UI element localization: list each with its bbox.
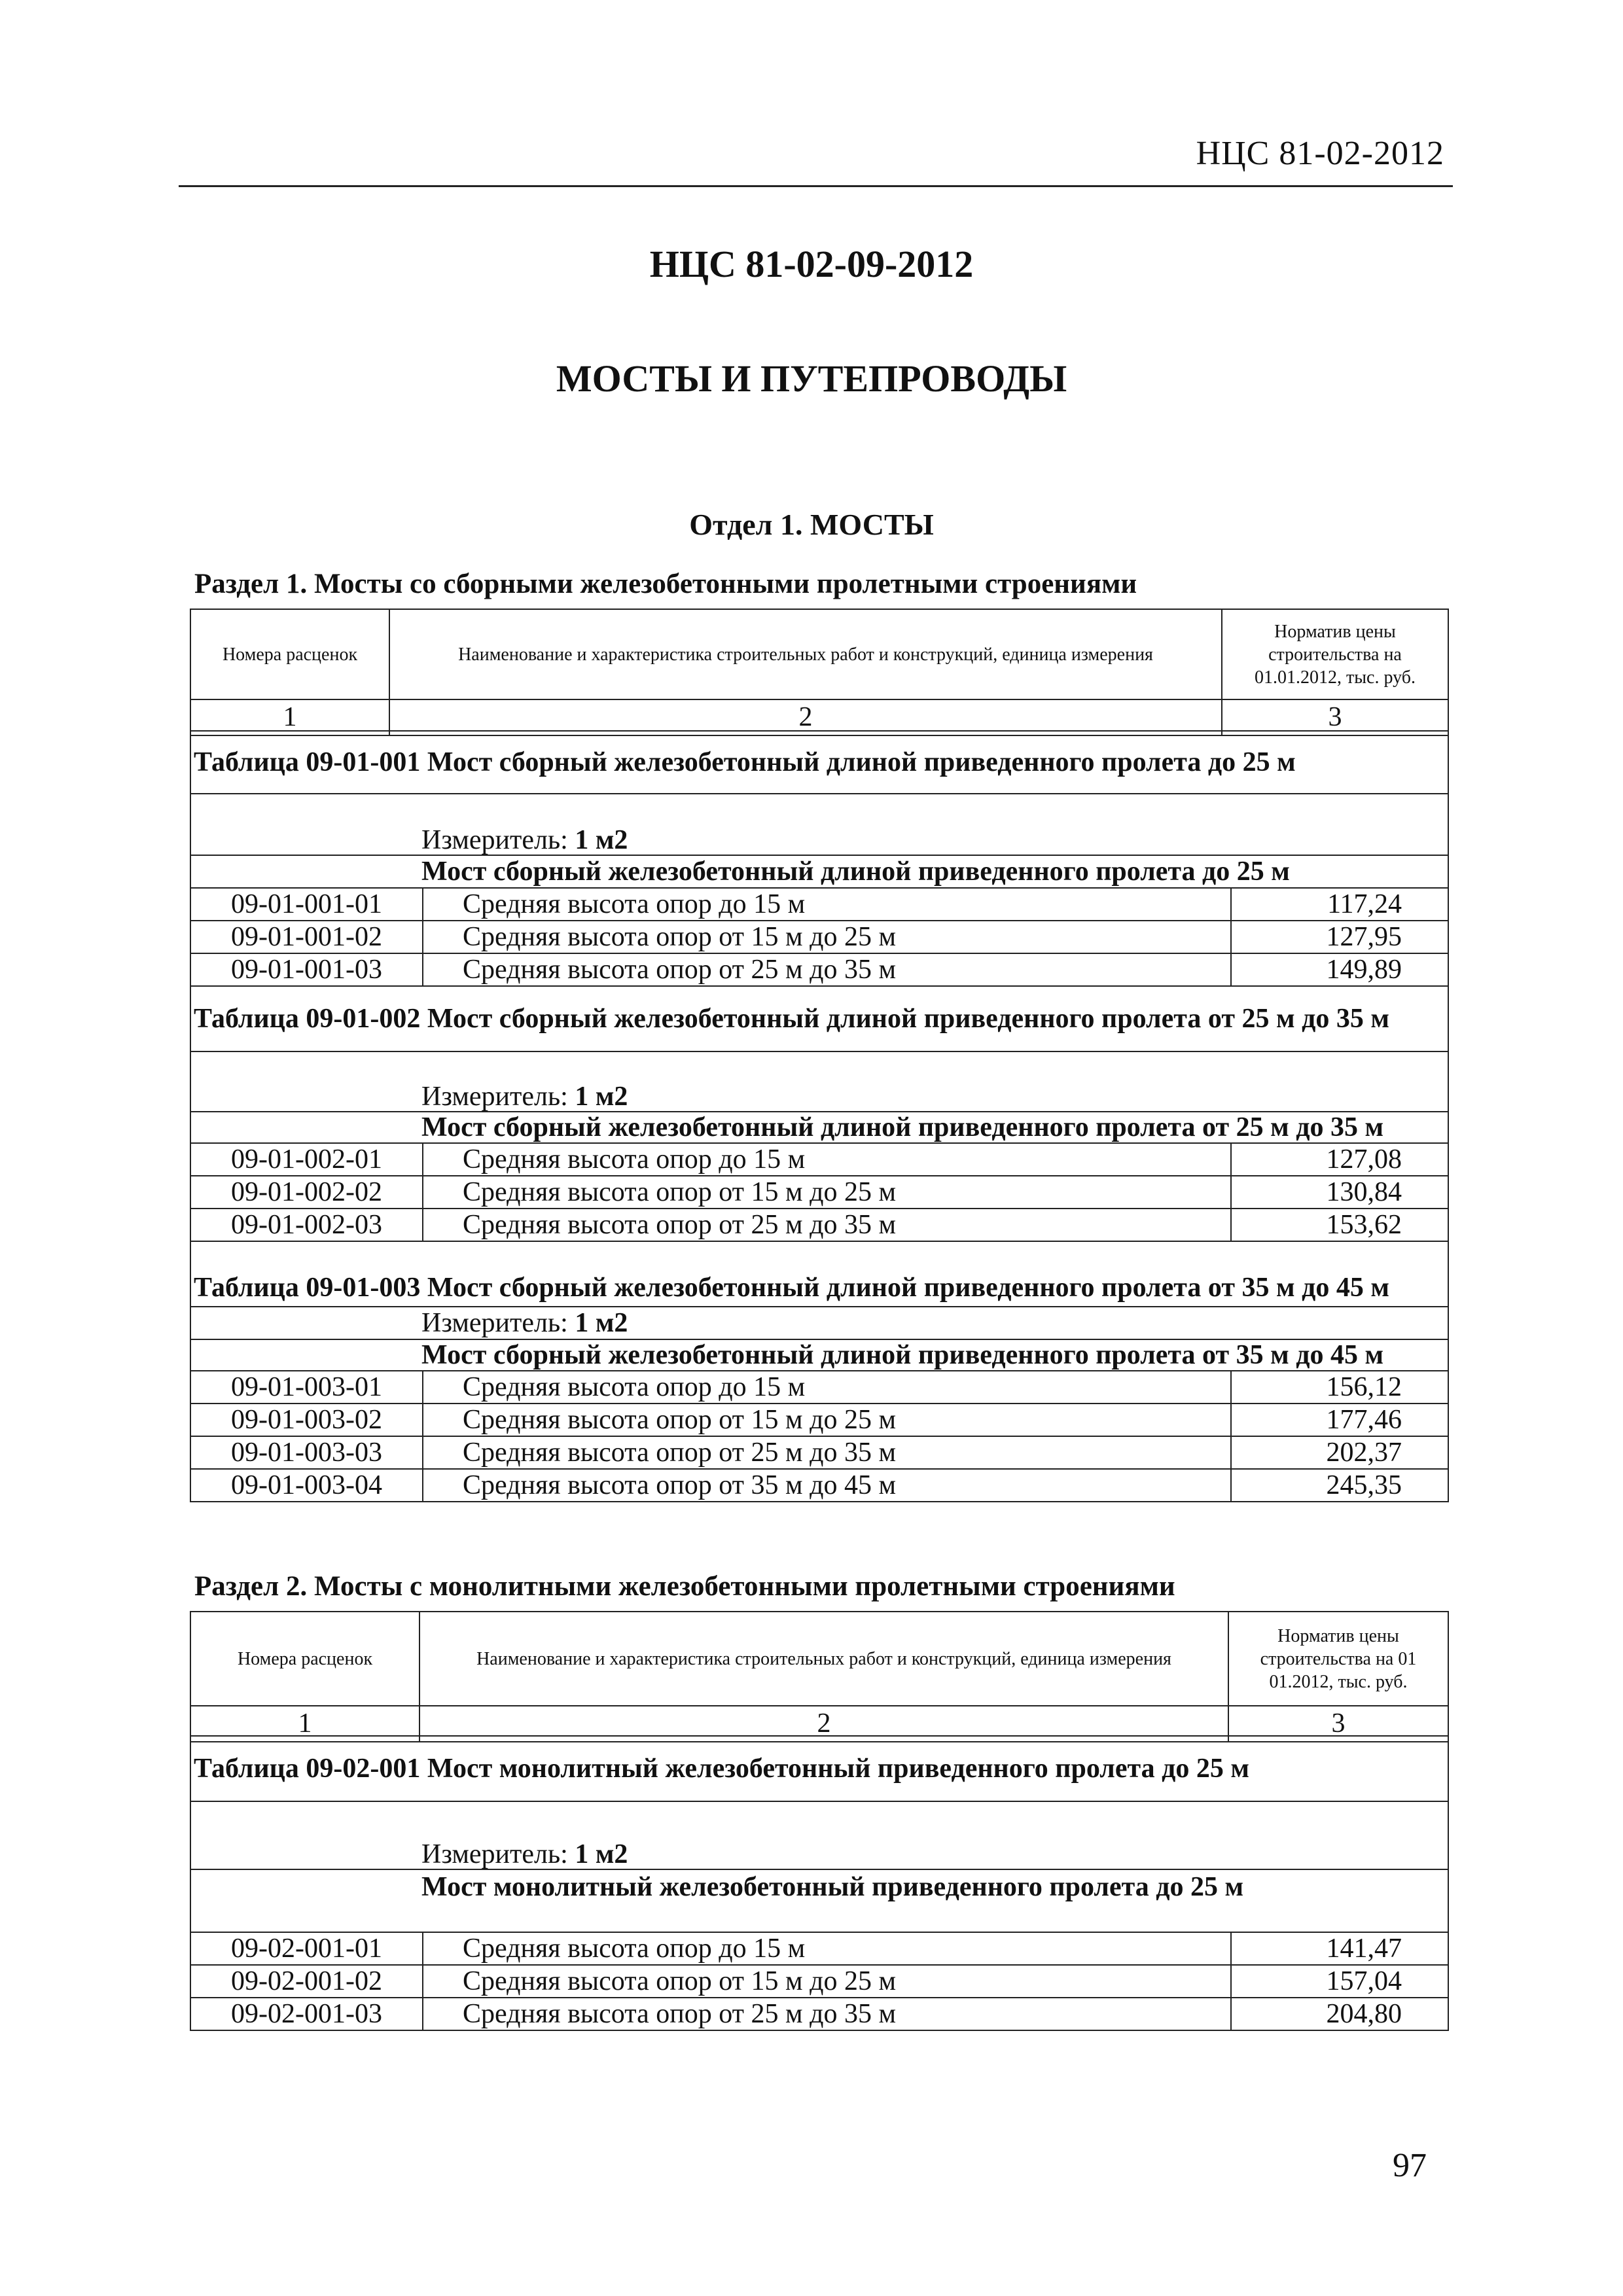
- rate-code: 09-02-001-01: [190, 1932, 423, 1965]
- table-title: Таблица 09-01-002 Мост сборный железобетонный длиной приведенного пролета от 25 м до 35 м: [190, 986, 1448, 1051]
- rate-price: 202,37: [1231, 1436, 1448, 1469]
- rate-description: Средняя высота опор от 15 м до 25 м: [423, 921, 1231, 953]
- col-number-2: 2: [389, 699, 1222, 735]
- col-number-1: 1: [190, 1706, 419, 1742]
- measure-label: Измеритель:: [421, 1839, 568, 1869]
- rate-description: Средняя высота опор от 25 м до 35 м: [423, 1998, 1231, 2030]
- rate-code: 09-02-001-02: [190, 1965, 423, 1998]
- header-rule: [179, 185, 1453, 187]
- standard-code-title: НЦС 81-02-09-2012: [649, 243, 974, 285]
- rate-description: Средняя высота опор до 15 м: [423, 1371, 1231, 1404]
- department-title: Отдел 1. МОСТЫ: [689, 508, 934, 541]
- collection-title: МОСТЫ И ПУТЕПРОВОДЫ: [556, 357, 1067, 400]
- rate-code: 09-01-003-03: [190, 1436, 423, 1469]
- rate-price: 149,89: [1231, 953, 1448, 986]
- column-header-table: [190, 609, 1449, 736]
- rate-description: Средняя высота опор от 25 м до 35 м: [423, 1436, 1231, 1469]
- col-header-name: Наименование и характеристика строительных работ и конструкций, единица измерения: [419, 1612, 1228, 1706]
- col-header-price: Норматив цены строительства на 01.01.2012, тыс. руб.: [1222, 609, 1448, 699]
- measure-label: Измеритель:: [421, 1307, 568, 1338]
- rate-price: 127,08: [1231, 1143, 1448, 1176]
- col-number-1: 1: [190, 699, 389, 735]
- rate-price: 130,84: [1231, 1176, 1448, 1209]
- rate-code: 09-01-002-02: [190, 1176, 423, 1209]
- rate-code: 09-01-001-02: [190, 921, 423, 953]
- rate-price: 156,12: [1231, 1371, 1448, 1404]
- table-row: [190, 1436, 1448, 1469]
- rate-description: Средняя высота опор от 15 м до 25 м: [423, 1404, 1231, 1436]
- table-row: [190, 1209, 1448, 1241]
- measure-row: [190, 1307, 1448, 1339]
- rate-description: Средняя высота опор от 25 м до 35 м: [423, 953, 1231, 986]
- table-row: [190, 953, 1448, 986]
- col-number-2: 2: [419, 1706, 1228, 1742]
- rate-price: 153,62: [1231, 1209, 1448, 1241]
- col-number-3: 3: [1222, 699, 1448, 735]
- rate-price: 127,95: [1231, 921, 1448, 953]
- col-header-number: Номера расценок: [190, 1612, 419, 1706]
- col-header-number: Номера расценок: [190, 609, 389, 699]
- measure-value: 1 м2: [575, 1081, 628, 1112]
- col-header-name: Наименование и характеристика строительных работ и конструкций, единица измерения: [389, 609, 1222, 699]
- rate-code: 09-01-003-02: [190, 1404, 423, 1436]
- rate-code: 09-01-001-03: [190, 953, 423, 986]
- section-1-title: Раздел 1. Мосты со сборными железобетонными пролетными строениями: [194, 569, 1137, 599]
- rate-description: Средняя высота опор от 15 м до 25 м: [423, 1176, 1231, 1209]
- section-2-title: Раздел 2. Мосты с монолитными железобетонными пролетными строениями: [194, 1571, 1175, 1602]
- rate-description: Средняя высота опор до 15 м: [423, 1932, 1231, 1965]
- col-number-3: 3: [1228, 1706, 1448, 1742]
- table-row: [190, 1998, 1448, 2030]
- document-code: НЦС 81-02-2012: [1196, 135, 1444, 172]
- rate-code: 09-01-002-01: [190, 1143, 423, 1176]
- table-row: [190, 1469, 1448, 1502]
- rate-description: Средняя высота опор от 35 м до 45 м: [423, 1469, 1231, 1502]
- measure-row: [190, 794, 1448, 855]
- rate-price: 117,24: [1231, 888, 1448, 921]
- page-number: 97: [1393, 2147, 1427, 2184]
- measure-label: Измеритель:: [421, 824, 568, 855]
- col-header-price: Норматив цены строительства на 01 01.2012, тыс. руб.: [1228, 1612, 1448, 1706]
- measure-value: 1 м2: [575, 1839, 628, 1869]
- table-row: [190, 1176, 1448, 1209]
- rate-description: Средняя высота опор до 15 м: [423, 1143, 1231, 1176]
- price-table-section-1: [190, 730, 1449, 1502]
- rate-code: 09-01-001-01: [190, 888, 423, 921]
- rate-price: 157,04: [1231, 1965, 1448, 1998]
- table-subheader: Мост монолитный железобетонный приведенного пролета до 25 м: [190, 1869, 1448, 1932]
- rate-code: 09-01-003-04: [190, 1469, 423, 1502]
- rate-price: 177,46: [1231, 1404, 1448, 1436]
- rate-description: Средняя высота опор до 15 м: [423, 888, 1231, 921]
- rate-code: 09-02-001-03: [190, 1998, 423, 2030]
- table-subheader: Мост сборный железобетонный длиной приведенного пролета от 25 м до 35 м: [190, 1112, 1448, 1143]
- column-header-table: [190, 1611, 1449, 1742]
- table-row: [190, 888, 1448, 921]
- price-table-section-2: [190, 1735, 1449, 2031]
- rate-code: 09-01-003-01: [190, 1371, 423, 1404]
- rate-code: 09-01-002-03: [190, 1209, 423, 1241]
- table-title: Таблица 09-02-001 Мост монолитный железобетонный приведенного пролета до 25 м: [190, 1736, 1448, 1801]
- table-row: [190, 1404, 1448, 1436]
- table-row: [190, 1371, 1448, 1404]
- measure-value: 1 м2: [575, 1307, 628, 1338]
- rate-price: 141,47: [1231, 1932, 1448, 1965]
- measure-label: Измеритель:: [421, 1081, 568, 1112]
- measure-value: 1 м2: [575, 824, 628, 855]
- rate-price: 245,35: [1231, 1469, 1448, 1502]
- table-title: Таблица 09-01-001 Мост сборный железобетонный длиной приведенного пролета до 25 м: [190, 731, 1448, 794]
- table-row: [190, 1143, 1448, 1176]
- table-row: [190, 1932, 1448, 1965]
- table-title: Таблица 09-01-003 Мост сборный железобетонный длиной приведенного пролета от 35 м до 45 м: [190, 1241, 1448, 1307]
- table-subheader: Мост сборный железобетонный длиной приведенного пролета от 35 м до 45 м: [190, 1339, 1448, 1371]
- rate-description: Средняя высота опор от 25 м до 35 м: [423, 1209, 1231, 1241]
- table-row: [190, 921, 1448, 953]
- measure-row: [190, 1051, 1448, 1112]
- table-row: [190, 1965, 1448, 1998]
- rate-description: Средняя высота опор от 15 м до 25 м: [423, 1965, 1231, 1998]
- table-subheader: Мост сборный железобетонный длиной приведенного пролета до 25 м: [190, 855, 1448, 888]
- rate-price: 204,80: [1231, 1998, 1448, 2030]
- measure-row: [190, 1801, 1448, 1869]
